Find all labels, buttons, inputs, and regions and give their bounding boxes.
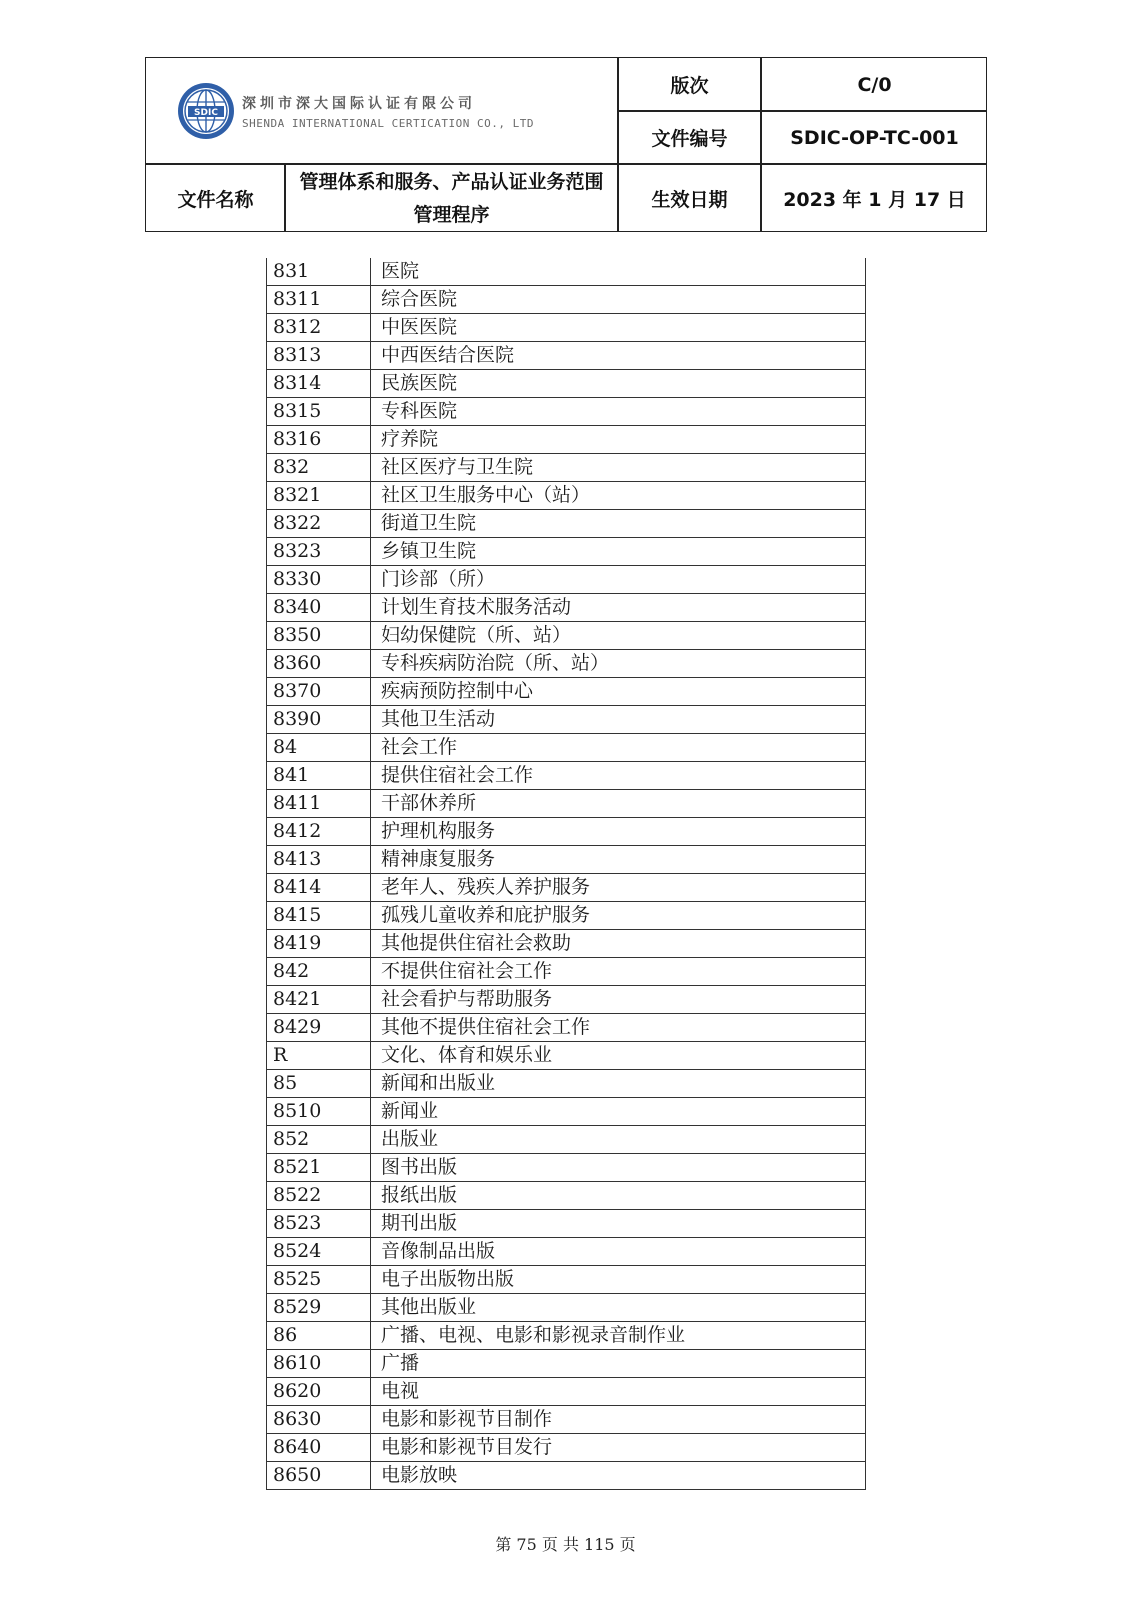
effective-date-label: 生效日期 — [651, 189, 728, 211]
table-row — [267, 1406, 866, 1434]
industry-name-cell: 护理机构服务 — [371, 818, 866, 846]
industry-code-cell: 8415 — [267, 902, 371, 930]
table-row — [267, 846, 866, 874]
industry-code-cell: 8370 — [267, 678, 371, 706]
version-label: 版次 — [670, 75, 709, 97]
industry-name-cell: 其他提供住宿社会救助 — [371, 930, 866, 958]
industry-name-cell: 街道卫生院 — [371, 510, 866, 538]
effective-date-value: 2023 年 1 月 17 日 — [783, 189, 966, 211]
industry-code-cell: 8314 — [267, 370, 371, 398]
table-row — [267, 1294, 866, 1322]
industry-code-cell: 8610 — [267, 1350, 371, 1378]
table-row — [267, 930, 866, 958]
industry-name-cell: 出版业 — [371, 1126, 866, 1154]
industry-code-cell: R — [267, 1042, 371, 1070]
industry-name-cell: 专科医院 — [371, 398, 866, 426]
industry-name-cell: 中医医院 — [371, 314, 866, 342]
industry-name-cell: 精神康复服务 — [371, 846, 866, 874]
industry-code-cell: 8322 — [267, 510, 371, 538]
industry-name-cell: 社会工作 — [371, 734, 866, 762]
document-number-value: SDIC-OP-TC-001 — [790, 126, 959, 149]
industry-code-cell: 8522 — [267, 1182, 371, 1210]
table-row — [267, 622, 866, 650]
industry-code-cell: 85 — [267, 1070, 371, 1098]
table-row — [267, 958, 866, 986]
table-row — [267, 510, 866, 538]
industry-code-cell: 8529 — [267, 1294, 371, 1322]
table-row — [267, 790, 866, 818]
industry-name-cell: 广播、电视、电影和影视录音制作业 — [371, 1322, 866, 1350]
industry-code-cell: 8350 — [267, 622, 371, 650]
industry-code-cell: 8330 — [267, 566, 371, 594]
industry-code-cell: 8321 — [267, 482, 371, 510]
industry-code-cell: 8640 — [267, 1434, 371, 1462]
table-row — [267, 1378, 866, 1406]
industry-name-cell: 疾病预防控制中心 — [371, 678, 866, 706]
industry-code-cell: 8411 — [267, 790, 371, 818]
industry-name-cell: 中西医结合医院 — [371, 342, 866, 370]
industry-code-cell: 84 — [267, 734, 371, 762]
table-row — [267, 650, 866, 678]
industry-code-cell: 842 — [267, 958, 371, 986]
industry-code-cell: 8510 — [267, 1098, 371, 1126]
table-row — [267, 1154, 866, 1182]
industry-name-cell: 社区医疗与卫生院 — [371, 454, 866, 482]
table-row — [267, 286, 866, 314]
table-row — [267, 874, 866, 902]
svg-text:SDIC: SDIC — [194, 108, 218, 118]
industry-code-cell: 8525 — [267, 1266, 371, 1294]
table-row — [267, 1014, 866, 1042]
industry-code-cell: 8340 — [267, 594, 371, 622]
industry-name-cell: 干部休养所 — [371, 790, 866, 818]
industry-code-cell: 8311 — [267, 286, 371, 314]
industry-name-cell: 电影和影视节目发行 — [371, 1434, 866, 1462]
table-row — [267, 1126, 866, 1154]
industry-name-cell: 老年人、残疾人养护服务 — [371, 874, 866, 902]
company-logo — [176, 81, 534, 141]
industry-code-cell: 8313 — [267, 342, 371, 370]
table-row — [267, 1350, 866, 1378]
industry-name-cell: 电影放映 — [371, 1462, 866, 1490]
table-row — [267, 1070, 866, 1098]
industry-name-cell: 电视 — [371, 1378, 866, 1406]
company-name-cn: 深圳市深大国际认证有限公司 — [242, 95, 476, 112]
industry-name-cell: 民族医院 — [371, 370, 866, 398]
page-number: 第 75 页 共 115 页 — [495, 1535, 636, 1554]
document-number-label: 文件编号 — [651, 128, 728, 150]
industry-name-cell: 医院 — [371, 258, 866, 286]
industry-name-cell: 电子出版物出版 — [371, 1266, 866, 1294]
sdic-globe-logo-icon — [176, 81, 236, 141]
industry-code-cell: 8360 — [267, 650, 371, 678]
industry-name-cell: 其他卫生活动 — [371, 706, 866, 734]
industry-name-cell: 其他出版业 — [371, 1294, 866, 1322]
industry-name-cell: 文化、体育和娱乐业 — [371, 1042, 866, 1070]
industry-code-cell: 8312 — [267, 314, 371, 342]
industry-name-cell: 综合医院 — [371, 286, 866, 314]
industry-name-cell: 专科疾病防治院（所、站） — [371, 650, 866, 678]
table-row — [267, 986, 866, 1014]
industry-name-cell: 报纸出版 — [371, 1182, 866, 1210]
document-header — [145, 57, 987, 232]
industry-code-cell: 8412 — [267, 818, 371, 846]
table-row — [267, 1182, 866, 1210]
industry-name-cell: 期刊出版 — [371, 1210, 866, 1238]
table-row — [267, 1210, 866, 1238]
industry-name-cell: 疗养院 — [371, 426, 866, 454]
table-row — [267, 398, 866, 426]
industry-code-cell: 8523 — [267, 1210, 371, 1238]
industry-name-cell: 图书出版 — [371, 1154, 866, 1182]
table-row — [267, 1266, 866, 1294]
table-row — [267, 482, 866, 510]
document-name-label: 文件名称 — [177, 189, 254, 211]
industry-name-cell: 新闻和出版业 — [371, 1070, 866, 1098]
table-row — [267, 1098, 866, 1126]
industry-code-cell: 8414 — [267, 874, 371, 902]
table-row — [267, 1434, 866, 1462]
table-row — [267, 594, 866, 622]
industry-name-cell: 乡镇卫生院 — [371, 538, 866, 566]
industry-name-cell: 音像制品出版 — [371, 1238, 866, 1266]
logo-cell — [146, 58, 618, 164]
industry-code-cell: 8419 — [267, 930, 371, 958]
table-row — [267, 678, 866, 706]
table-row — [267, 818, 866, 846]
industry-code-cell: 8521 — [267, 1154, 371, 1182]
industry-name-cell: 妇幼保健院（所、站） — [371, 622, 866, 650]
table-row — [267, 1462, 866, 1490]
version-value: C/0 — [857, 73, 892, 96]
industry-code-cell: 8650 — [267, 1462, 371, 1490]
industry-code-cell: 831 — [267, 258, 371, 286]
industry-name-cell: 社会看护与帮助服务 — [371, 986, 866, 1014]
industry-code-cell: 86 — [267, 1322, 371, 1350]
industry-code-cell: 8413 — [267, 846, 371, 874]
industry-code-cell: 852 — [267, 1126, 371, 1154]
industry-name-cell: 社区卫生服务中心（站） — [371, 482, 866, 510]
company-name-en: SHENDA INTERNATIONAL CERTICATION CO., LTD — [242, 116, 535, 130]
industry-code-table — [266, 258, 866, 1490]
table-row — [267, 426, 866, 454]
industry-name-cell: 不提供住宿社会工作 — [371, 958, 866, 986]
industry-code-cell: 832 — [267, 454, 371, 482]
industry-code-cell: 8429 — [267, 1014, 371, 1042]
table-row — [267, 1238, 866, 1266]
industry-name-cell: 计划生育技术服务活动 — [371, 594, 866, 622]
industry-code-cell: 8315 — [267, 398, 371, 426]
table-row — [267, 342, 866, 370]
table-row — [267, 258, 866, 286]
industry-name-cell: 广播 — [371, 1350, 866, 1378]
industry-code-cell: 8316 — [267, 426, 371, 454]
table-row — [267, 566, 866, 594]
document-name-value: 管理体系和服务、产品认证业务范围管理程序 — [299, 170, 604, 226]
industry-name-cell: 其他不提供住宿社会工作 — [371, 1014, 866, 1042]
industry-code-cell: 8524 — [267, 1238, 371, 1266]
industry-code-cell: 841 — [267, 762, 371, 790]
industry-code-cell: 8390 — [267, 706, 371, 734]
table-row — [267, 314, 866, 342]
table-row — [267, 762, 866, 790]
table-row — [267, 706, 866, 734]
table-row — [267, 1042, 866, 1070]
industry-code-cell: 8630 — [267, 1406, 371, 1434]
industry-name-cell: 孤残儿童收养和庇护服务 — [371, 902, 866, 930]
industry-name-cell: 门诊部（所） — [371, 566, 866, 594]
table-row — [267, 538, 866, 566]
industry-name-cell: 提供住宿社会工作 — [371, 762, 866, 790]
table-row — [267, 454, 866, 482]
industry-code-cell: 8323 — [267, 538, 371, 566]
industry-name-cell: 新闻业 — [371, 1098, 866, 1126]
industry-name-cell: 电影和影视节目制作 — [371, 1406, 866, 1434]
table-row — [267, 370, 866, 398]
table-row — [267, 734, 866, 762]
table-row — [267, 902, 866, 930]
table-row — [267, 1322, 866, 1350]
industry-code-cell: 8421 — [267, 986, 371, 1014]
industry-code-cell: 8620 — [267, 1378, 371, 1406]
